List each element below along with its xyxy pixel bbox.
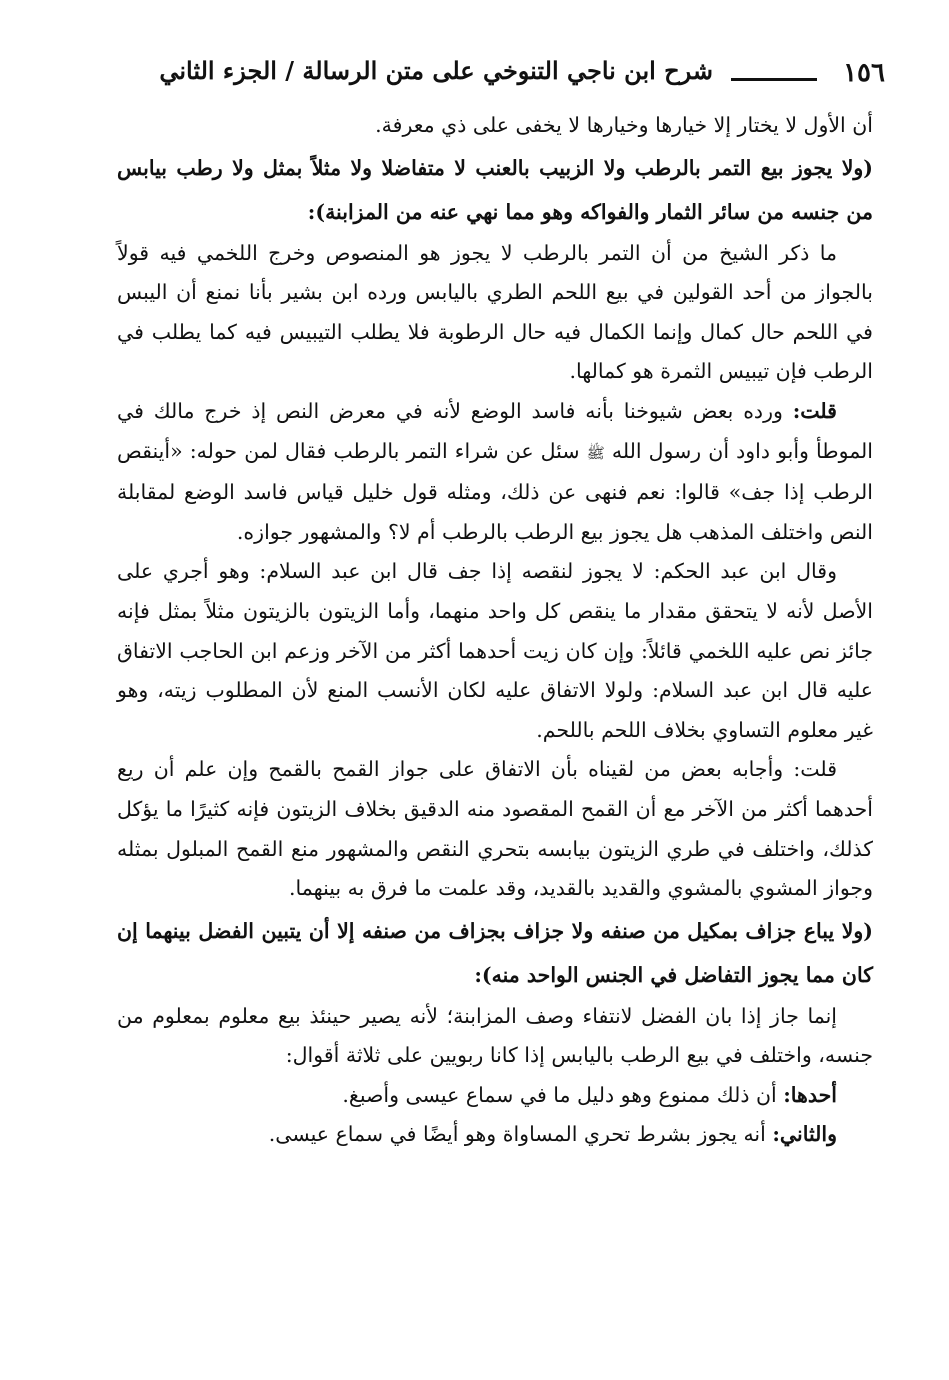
paragraph-qultu-2: قلت: وأجابه بعض من لقيناه بأن الاتفاق على جواز القمح بالقمح وإن علم أن ريع أحدهما أكثر من الآخر مع أن القمح المقصود منه الدقيق بخلاف الزيتون فإنه كثيرًا ما يؤكل كذلك، واختلف في طري الزيتون بيابسه بتحري النقص والمشهور منع القمح المبلول بمثله وجواز المشوي بالمشوي والقديد بالقديد، وقد علمت ما فرق به بينهما. [117,757,873,901]
qultu-label: قلت: [792,398,837,423]
list-label: أحدها: [783,1082,837,1107]
matn-quote-2: (ولا يباع جزاف بمكيل من صنفه ولا جزاف بجزاف من صنفه إلا أن يتبين الفضل بينهما إن كان مما يجوز التفاضل في الجنس الواحد منه): [117,918,873,987]
list-label: والثاني: [772,1122,837,1147]
paragraph-text: ورده بعض شيوخنا بأنه فاسد الوضع لأنه في معرض النص إذ خرج مالك في الموطأ وأبو داود أن رسول الله [117,398,873,463]
paragraph-text: سئل عن شراء التمر بالرطب فقال لمن حوله: «أينقص الرطب إذا جف» قالوا: نعم فنهى عن ذلك، ومثله قول خليل قياس فاسد الوضع لمقابلة النص واختلف المذهب هل يجوز بيع الرطب بالرطب أم لا؟ والمشهور جوازه. [117,438,873,544]
paragraph-commentary-2: إنما جاز إذا بان الفضل لانتفاء وصف المزابنة؛ لأنه يصير حينئذ بيع معلوم بمعلوم من جنسه، واختلف في بيع الرطب باليابس إذا كانا ربويين على ثلاثة أقوال: [117,1003,873,1068]
list-item-first [117,1076,873,1116]
page-number: ١٥٦ [843,58,885,88]
salla-symbol: ﷺ [586,443,605,462]
page-header [110,56,885,96]
list-item-second [117,1115,873,1155]
page-body [117,106,873,1155]
list-text: أن ذلك ممنوع وهو دليل ما في سماع عيسى وأصبغ. [342,1082,784,1107]
running-title: شرح ابن ناجي التنوخي على متن الرسالة / الجزء الثاني [159,56,713,85]
matn-quote-1: (ولا يجوز بيع التمر بالرطب ولا الزبيب بالعنب لا متفاضلا ولا مثلاً بمثل ولا رطب بيابس من جنسه من سائر الثمار والفواكه وهو مما نهي عنه من المزابنة): [117,155,873,224]
paragraph-commentary-1: ما ذكر الشيخ من أن التمر بالرطب لا يجوز هو المنصوص وخرج اللخمي فيه قولاً بالجواز من أحد القولين في بيع اللحم الطري باليابس ورده ابن بشير بأنا نمنع أن اليبس في اللحم حال كمال وإنما الكمال فيه حال الرطوبة فلا يطلب التيبيس فيه كما يطلب في الرطب فإن تيبيس الثمرة هو كمالها. [117,240,873,384]
header-rule [731,78,817,81]
paragraph-qultu-1 [117,392,873,552]
paragraph-ibn-abd-alhakam: وقال ابن عبد الحكم: لا يجوز لنقصه إذا جف قال ابن عبد السلام: وهو أجري على الأصل لأنه لا يتحقق مقدار ما ينقص كل واحد منهما، وأما الزيتون بالزيتون مثلاً بمثل فإنه جائز نص عليه اللخمي قائلاً: وإن كان زيت أحدهما أكثر من الآخر وزعم ابن الحاجب الاتفاق عليه قال ابن عبد السلام: ولولا الاتفاق عليه لكان الأنسب المنع لأن المطلوب زيته، وهو غير معلوم التساوي بخلاف اللحم باللحم. [117,559,873,742]
paragraph-continuation: أن الأول لا يختار إلا خيارها وخيارها لا يخفى على ذي معرفة. [375,113,873,137]
list-text: أنه يجوز بشرط تحري المساواة وهو أيضًا في سماع عيسى. [268,1122,773,1147]
